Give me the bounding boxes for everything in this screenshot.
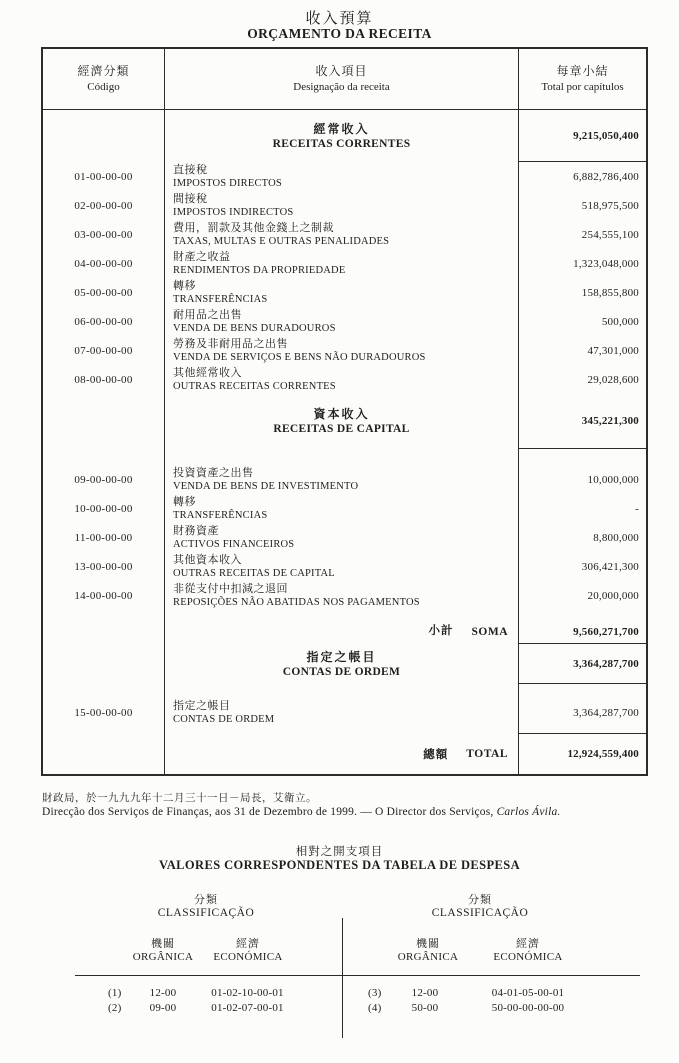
row-code: 11-00-00-00	[74, 531, 133, 544]
row-designation-zh: 其他資本收入	[173, 553, 242, 566]
row-designation-zh: 轉移	[173, 495, 196, 508]
row-designation-pt: VENDA DE SERVIÇOS E BENS NÃO DURADOUROS	[173, 351, 426, 363]
row-designation-pt: TRANSFERÊNCIAS	[173, 509, 268, 521]
corr-row-organic: 12-00	[149, 987, 177, 999]
corr-row-economic: 01-02-07-00-01	[211, 1002, 284, 1014]
empty-cell	[164, 449, 519, 465]
correspondence-title-zh: 相對之開支項目	[295, 846, 384, 858]
row-designation	[164, 465, 519, 494]
row-code: 10-00-00-00	[74, 502, 133, 515]
total-label-zh: 總額	[423, 749, 449, 761]
row-designation-zh: 轉移	[173, 279, 196, 292]
economic-zh: 經濟	[236, 938, 260, 950]
corr-row-organic: 12-00	[411, 987, 439, 999]
row-amount: 6,882,786,400	[573, 170, 639, 183]
subtotal-label-pt: SOMA	[471, 626, 508, 638]
total-label	[164, 734, 519, 774]
row-designation	[164, 365, 519, 394]
empty-cell	[164, 684, 519, 692]
table-row	[43, 336, 646, 365]
row-designation-pt: OUTRAS RECEITAS CORRENTES	[173, 380, 336, 392]
row-designation	[164, 307, 519, 336]
organic-zh: 機關	[151, 938, 175, 950]
classification-header-left	[136, 891, 276, 919]
classification-zh: 分類	[194, 894, 218, 906]
section-title-pt: RECEITAS DE CAPITAL	[273, 423, 410, 435]
row-designation-pt: ACTIVOS FINANCEIROS	[173, 538, 295, 550]
total-amount: 12,924,559,400	[567, 748, 639, 760]
table-row	[43, 249, 646, 278]
director-note-pt	[42, 806, 561, 818]
row-code: 15-00-00-00	[74, 707, 133, 719]
row-designation	[164, 523, 519, 552]
table-row	[43, 278, 646, 307]
director-signature: Carlos Ávila.	[496, 806, 561, 818]
section-row-contas-de-ordem	[43, 644, 646, 684]
classification-pt: CLASSIFICAÇÃO	[157, 907, 255, 919]
row-designation-zh: 財務資產	[173, 524, 219, 537]
row-code: 07-00-00-00	[74, 344, 133, 357]
section-title	[164, 644, 519, 684]
table-row	[43, 692, 646, 734]
table-row	[43, 191, 646, 220]
row-designation	[164, 552, 519, 581]
empty-cell	[43, 449, 164, 465]
header-designation-zh: 收入項目	[315, 64, 368, 78]
subtotal-label-zh: 小計	[428, 625, 454, 637]
row-code: 04-00-00-00	[74, 257, 133, 270]
row-amount: 254,555,100	[581, 228, 639, 241]
total-label-pt: TOTAL	[466, 748, 508, 760]
section-title	[164, 110, 519, 162]
row-amount: 500,000	[601, 315, 639, 328]
row-amount: 47,301,000	[587, 344, 639, 357]
row-designation-zh: 財產之收益	[173, 250, 231, 263]
section-amount: 345,221,300	[519, 394, 646, 449]
row-amount: 3,364,287,700	[519, 692, 646, 734]
row-code: 09-00-00-00	[74, 473, 133, 486]
corr-row-economic: 04-01-05-00-01	[491, 987, 565, 999]
classification-header-right	[410, 891, 550, 919]
row-designation-zh: 非從支付中扣減之退回	[173, 582, 288, 595]
row-amount: 306,421,300	[581, 560, 639, 573]
empty-cell	[43, 734, 164, 774]
total-row	[43, 734, 646, 774]
classification-zh: 分類	[468, 894, 492, 906]
header-designation	[164, 49, 519, 109]
document-title-pt: ORÇAMENTO DA RECEITA	[247, 26, 432, 41]
row-designation-pt: IMPOSTOS INDIRECTOS	[173, 206, 294, 218]
corr-row-num: (1)	[108, 987, 122, 999]
table-row	[43, 581, 646, 610]
corr-row-num: (4)	[368, 1002, 382, 1014]
row-code: 05-00-00-00	[74, 286, 133, 299]
table-row	[43, 307, 646, 336]
correspondence-vertical-divider	[342, 918, 343, 1038]
row-designation-pt: TAXAS, MULTAS E OUTRAS PENALIDADES	[173, 235, 390, 247]
row-designation-zh: 直接稅	[173, 163, 208, 176]
row-designation	[164, 162, 519, 191]
row-amount: 8,800,000	[593, 531, 639, 544]
subtotal-amount: 9,560,271,700	[519, 610, 646, 644]
table-row	[43, 162, 646, 191]
row-designation-pt: VENDA DE BENS DURADOUROS	[173, 322, 336, 334]
economic-pt: ECONÓMICA	[213, 951, 283, 963]
empty-cell	[43, 610, 164, 644]
subtotal-row	[43, 610, 646, 644]
row-designation	[164, 191, 519, 220]
section-amount: 3,364,287,700	[519, 644, 646, 684]
organic-pt: ORGÂNICA	[397, 951, 459, 963]
section-title	[164, 394, 519, 449]
row-amount: 158,855,800	[581, 286, 639, 299]
row-amount: -	[635, 502, 639, 515]
correspondence-title-pt: VALORES CORRESPONDENTES DA TABELA DE DESPESA	[158, 858, 521, 872]
header-total-pt: Total por capítulos	[541, 81, 624, 93]
row-designation-zh: 其他經常收入	[173, 366, 242, 379]
table-row	[43, 552, 646, 581]
row-designation-zh: 指定之帳目	[173, 700, 231, 712]
row-designation-zh: 費用，罰款及其他金錢上之制裁	[173, 221, 334, 234]
row-designation-pt: CONTAS DE ORDEM	[173, 714, 275, 725]
corr-row-num: (3)	[368, 987, 382, 999]
row-amount: 20,000,000	[587, 589, 639, 602]
header-code-pt: Código	[87, 81, 120, 93]
row-amount: 29,028,600	[587, 373, 639, 386]
row-code: 14-00-00-00	[74, 589, 133, 602]
row-designation-zh: 勞務及非耐用品之出售	[173, 337, 288, 350]
empty-cell	[519, 449, 646, 465]
header-designation-pt: Designação da receita	[293, 81, 390, 93]
empty-cell	[519, 684, 646, 692]
section-title-zh: 指定之帳目	[306, 649, 377, 664]
header-code	[43, 49, 164, 109]
spacer-row	[43, 684, 646, 692]
organic-zh: 機關	[416, 938, 440, 950]
section-amount: 9,215,050,400	[519, 110, 646, 162]
row-designation-pt: TRANSFERÊNCIAS	[173, 293, 268, 305]
row-designation-zh: 投資資產之出售	[173, 466, 254, 479]
table-row	[43, 523, 646, 552]
organic-pt: ORGÂNICA	[132, 951, 194, 963]
row-code: 01-00-00-00	[74, 170, 133, 183]
section-title-zh: 經常收入	[313, 121, 370, 136]
header-total-zh: 每章小結	[556, 64, 609, 78]
row-code: 06-00-00-00	[74, 315, 133, 328]
economic-zh: 經濟	[516, 938, 540, 950]
document-title-zh: 收入預算	[305, 11, 374, 27]
corr-row-organic: 50-00	[411, 1002, 439, 1014]
row-designation	[164, 249, 519, 278]
row-designation-pt: RENDIMENTOS DA PROPRIEDADE	[173, 264, 346, 276]
row-designation	[164, 581, 519, 610]
header-code-zh: 經濟分類	[77, 64, 130, 78]
empty-cell	[43, 684, 164, 692]
row-code: 13-00-00-00	[74, 560, 133, 573]
section-row-receitas-de-capital	[43, 394, 646, 449]
row-designation	[164, 220, 519, 249]
row-amount: 10,000,000	[587, 473, 639, 486]
classification-pt: CLASSIFICAÇÃO	[431, 907, 529, 919]
table-row	[43, 494, 646, 523]
table-row	[43, 365, 646, 394]
row-designation-pt: OUTRAS RECEITAS DE CAPITAL	[173, 567, 335, 579]
row-designation-zh: 耐用品之出售	[173, 308, 242, 321]
section-title-zh: 資本收入	[313, 407, 370, 421]
row-designation-pt: REPOSIÇÕES NÃO ABATIDAS NOS PAGAMENTOS	[173, 596, 420, 608]
organic-header-right	[378, 935, 478, 963]
corr-row-economic: 01-02-10-00-01	[211, 987, 284, 999]
empty-cell	[43, 644, 164, 684]
spacer-row	[43, 449, 646, 465]
correspondence-horizontal-rule	[75, 975, 640, 976]
table-row	[43, 465, 646, 494]
economic-header-left	[198, 935, 298, 963]
table-row	[43, 220, 646, 249]
revenue-table	[41, 47, 648, 776]
subtotal-label	[164, 610, 519, 644]
row-designation	[164, 692, 519, 734]
row-amount: 1,323,048,000	[573, 257, 639, 270]
row-designation	[164, 336, 519, 365]
row-designation-pt: IMPOSTOS DIRECTOS	[173, 177, 282, 189]
director-note-zh: 財政局，於一九九九年十二月三十一日－局長，艾衛立。	[42, 793, 317, 804]
row-amount: 518,975,500	[581, 199, 639, 212]
table-header-row	[43, 49, 646, 110]
row-code: 03-00-00-00	[74, 228, 133, 241]
section-row-receitas-correntes	[43, 110, 646, 162]
corr-row-organic: 09-00	[149, 1002, 177, 1014]
empty-cell	[43, 394, 164, 449]
header-total	[519, 49, 646, 109]
director-note-pt-text: Direcção dos Serviços de Finanças, aos 31 de Dezembro de 1999. — O Director dos Serviços,	[42, 806, 497, 818]
row-designation	[164, 278, 519, 307]
row-designation-zh: 間接稅	[173, 192, 208, 205]
section-title-pt: CONTAS DE ORDEM	[282, 665, 401, 678]
corr-row-economic: 50-00-00-00-00	[491, 1002, 565, 1014]
row-designation-pt: VENDA DE BENS DE INVESTIMENTO	[173, 480, 359, 492]
row-code: 08-00-00-00	[74, 373, 133, 386]
empty-cell	[43, 110, 164, 162]
economic-header-right	[478, 935, 578, 963]
corr-row-num: (2)	[108, 1002, 122, 1014]
row-designation	[164, 494, 519, 523]
section-title-pt: RECEITAS CORRENTES	[272, 137, 411, 150]
row-code: 02-00-00-00	[74, 199, 133, 212]
economic-pt: ECONÓMICA	[493, 951, 563, 963]
